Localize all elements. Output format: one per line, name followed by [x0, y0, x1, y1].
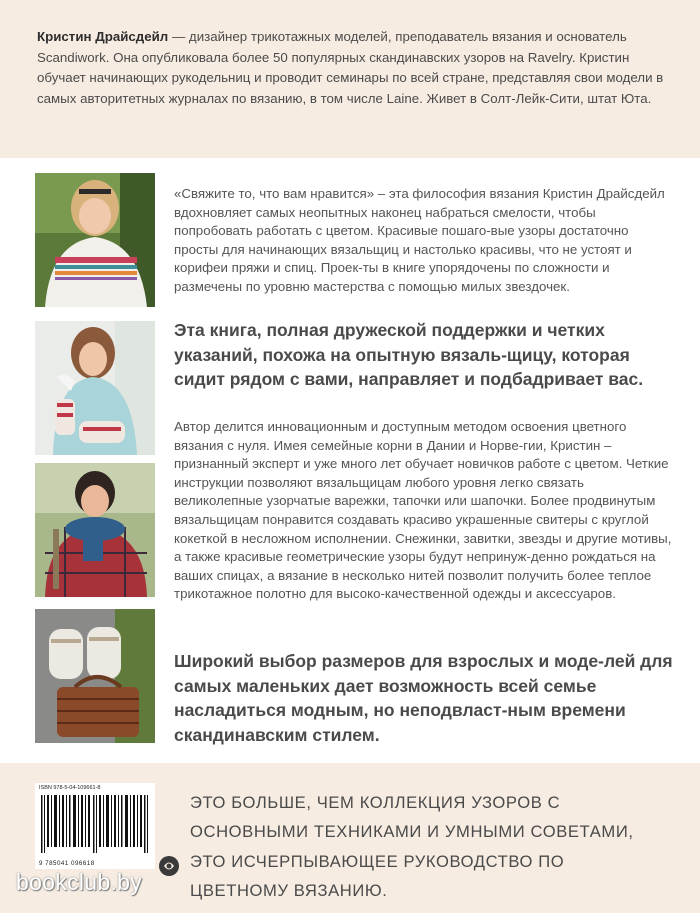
- photo-man-scarf: [35, 463, 155, 597]
- photo-woman-mittens: [35, 321, 155, 455]
- barcode-bars: [41, 795, 149, 853]
- body-paragraph: Автор делится инновационным и доступным методом освоения цветного вязания с нуля. Имея семейные корни в Дании и Норве-гии, Кристин – признанный эксперт и уже много лет обучает новичков работе с цветом. Четкие инструкции позволяют вязальщицам любого уровня легко связать великолепные узорчатые варежки, тапочки или шапочки. Более продвинутым вязальщицам понравится создавать красиво украшенные свитеры с круглой кокеткой в несложном исполнении. Снежинки, завитки, звезды и другие мотивы, а также красивые геометрические узоры будут непринуж-денно рождаться на ваших спицах, а вязание в несколько нитей позволит получить более теплое трикотажное полотно для высоко-качественной одежды и аксессуаров.: [174, 419, 672, 602]
- photo-mittens-basket: [35, 609, 155, 743]
- photo-woman-sweater: [35, 173, 155, 307]
- lead-statement-2: Широкий выбор размеров для взрослых и моде-лей для самых маленьких дает возможность всей семье насладиться модным, но неподвласт-ным времени скандинавским стилем.: [174, 651, 673, 745]
- author-bio: [37, 27, 667, 109]
- intro-paragraph: «Свяжите то, что вам нравится» – эта философия вязания Кристин Драйсдейл вдохновляет самых неопытных наконец набраться смелости, чтобы попробовать работать с цветом. Красивые пошаго-вые узоры достаточно просты для начинающих вязальщиц и настолько красивы, что не устоят и корифеи пряжи и спиц. Проек-ты в книге упорядочены по сложности и размечены по уровню мастерства с помощью милых звездочек.: [174, 186, 665, 294]
- author-bio-text: — дизайнер трикотажных моделей, преподаватель вязания и основатель Scandiwork. Она опубликовала более 50 популярных скандинавских узоров на Ravelry. Кристин обучает начинающих рукодельниц и проводит семинары по всей стране, представляя свои модели в самых авторитетных журналах по вязанию, в том числе Laine. Живет в Солт-Лейк-Сити, штат Юта.: [37, 29, 664, 106]
- slogan: ЭТО БОЛЬШЕ, ЧЕМ КОЛЛЕКЦИЯ УЗОРОВ С ОСНОВНЫМИ ТЕХНИКАМИ И УМНЫМИ СОВЕТАМИ, ЭТО ИСЧЕРПЫВАЮЩЕЕ РУКОВОДСТВО ПО ЦВЕТНОМУ ВЯЗАНИЮ.: [190, 793, 634, 900]
- lead-statement-1: Эта книга, полная дружеской поддержки и четких указаний, похожа на опытную вязаль-щицу, которая сидит рядом с вами, направляет и подбадривает вас.: [174, 320, 644, 390]
- watermark: bookclub.by: [16, 869, 143, 895]
- barcode-number: 9 785041 096618: [39, 860, 95, 867]
- isbn-text: ISBN 978-5-04-109661-8: [39, 785, 101, 791]
- author-name: Кристин Драйсдейл: [37, 29, 169, 44]
- eksmo-logo-icon: [158, 855, 180, 877]
- barcode: [35, 783, 155, 869]
